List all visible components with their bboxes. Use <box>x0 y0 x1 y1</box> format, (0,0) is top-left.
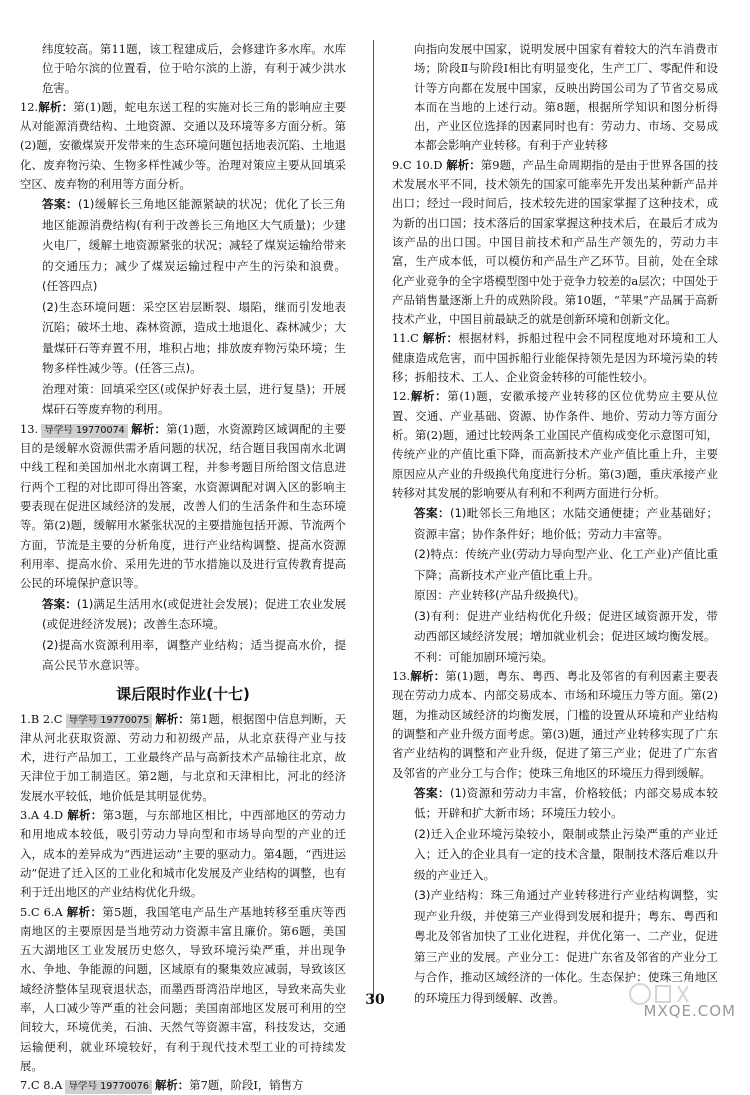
answer-part-1: (1)资源和劳动力丰富，价格较低；内部交易成本较低；开辟和扩大新市场；环境压力较小。 <box>414 785 718 821</box>
guide-number-stamp: 导学号 19770074 <box>41 424 128 438</box>
item-q11 <box>392 329 718 387</box>
paragraph-q11-continued: 纬度较高。第11题，该工程建成后，会修建许多水库。水库位于哈尔滨的位置看，位于哈尔滨的上游，有利于减少洪水危害。 <box>42 42 346 95</box>
item-q3-q4 <box>20 806 346 902</box>
analysis-text: 第5题，我国笔电产品生产基地转移至重庆等西南地区的主要原因是当地劳动力资源丰富且廉价。第6题，美国五大湖地区工业发展历史悠久，导致环境污染严重，并出现争水、争地、争能源的问题，区域原有的聚集效应减弱，导致该区域经济整体呈现衰退状态，而墨西哥湾沿岸地区，导致来高失业率，人口减少等严重的社会问题；美国南部地区发展可利用的空间较大，环境优美，石油、天然气等资源丰富，科技发达，交通运输便利，就业环境较好，有利于现代技术型工业的可持续发展。 <box>20 904 346 1073</box>
guide-number-stamp: 导学号 19770076 <box>65 1080 152 1094</box>
answer-keys: 7.C 8.A <box>20 1078 63 1093</box>
answer-part-2: (2)特点：传统产业(劳动力导向型产业、化工产业)产值比重下降；高新技术产业产值比重上升。 <box>414 547 718 582</box>
answer-part-2: (2)生态环境问题：采空区岩层断裂、塌陷，继而引发地表沉陷；破坏土地、森林资源，造成土地退化、森林减少；大量煤矸石等弃置不用，堆积占地；排放废弃物污染环境；生物多样性减少等。(任答三点)。 <box>42 299 346 376</box>
answer-block-q12 <box>392 503 718 544</box>
answer-part-1: (1)毗邻长三角地区；水陆交通便捷；产业基础好；资源丰富；协作条件好；地价低；劳动力丰富等。 <box>414 506 718 541</box>
paragraph-q7-continued <box>392 40 718 156</box>
answer-part-3: 原因：产业转移(产品升级换代)。 <box>414 588 586 603</box>
answer-part-2: (2)迁入企业环境污染较小，限制或禁止污染严重的产业迁入；迁入的企业具有一定的技术含量，限制技术落后难以升级的产业迁入。 <box>414 826 718 882</box>
answer-label: 答案： <box>42 596 77 611</box>
watermark-text: MXQE.COM <box>643 1002 736 1020</box>
page-number: 30 <box>365 992 385 1008</box>
analysis-label: 解析： <box>66 904 103 919</box>
analysis-label: 解析： <box>154 1078 190 1093</box>
item-q5-q6 <box>20 903 346 1077</box>
item-q12 <box>20 98 346 194</box>
answer-part-3: 治理对策：回填采空区(或保护好表土层，进行复垦)；开展煤矸石等废弃物的利用。 <box>42 381 346 417</box>
analysis-label: 解析： <box>410 389 448 404</box>
answer-part-5: 不利：可能加剧环境污染。 <box>414 649 554 664</box>
answer-keys: 11.C <box>392 331 419 346</box>
section-title: 课后限时作业(十七) <box>116 684 250 703</box>
analysis-text: 第(1)题，粤东、粤西、粤北及邻省的有利因素主要表现在劳动力成本、内部交易成本、市场和环境压力等方面。第(2)题，为推动区域经济的均衡发展，门槛的设置从环境和产业结构的调整和产业升级方面考虑。第(3)题，通过产业转移实现了广东省产业结构的调整和产业升级，促进了第三产业；促进了广东省及邻省的产业分工与合作；使珠三角地区的环境压力得到缓解。 <box>392 669 718 780</box>
answer-block-q12 <box>20 194 346 297</box>
analysis-label: 解析： <box>67 808 103 823</box>
analysis-label: 解析： <box>446 157 481 172</box>
answer-label: 答案： <box>414 506 450 521</box>
analysis-label: 解析： <box>410 669 446 684</box>
analysis-text: 第(1)题，水资源跨区域调配的主要目的是缓解水资源供需矛盾问题的状况，结合题目我国南水北调中线工程和美国加州北水南调工程，并参考题目所给图文信息进行两个工程的对比即可得出答案，水资源调配对调入区的影响主要表现在促进区域经济的发展，改善人们的生活条件和生态环境等。第(2)题，缓解用水紧张状况的主要措施包括开源、节流两个方面，节流是主要的分析角度，进行产业结构调整、提高水资源利用率、提高水价、采用先进的节水措施以及进行宣传教育提高公民的环境保护意识等。 <box>20 421 346 591</box>
answer-keys: 5.C 6.A <box>20 904 63 919</box>
item-q9-q10 <box>392 156 718 330</box>
analysis-text: 第1题，根据图中信息判断，天津从河北获取资源、劳动力和初级产品，从北京获得产业与技术，进行产品加工，工业最终产品与高新技术产品输往北京，故天津位于加工制造区。第2题，与北京和天津相比，河北的经济发展水平较低，地价低是其明显优势。 <box>20 711 346 803</box>
left-column <box>20 40 346 1095</box>
item-number: 13. <box>20 421 39 436</box>
right-column <box>392 40 718 1008</box>
analysis-text: 向指向发展中国家，说明发展中国家有着较大的汽车消费市场；阶段Ⅱ与阶段Ⅰ相比有明显变化，生产工厂、零配件和设计等方向都在发展中国家，反映出跨国公司为了节省交易成本而在当地的上述行动。第8题，根据所学知识和图分析得出，产业区位选择的因素同时也有：劳动力、市场、交易成本都会影响产业转移。 <box>414 42 718 153</box>
item-q12 <box>392 387 718 503</box>
answer-part-2: (2)提高水资源利用率，调整产业结构；适当提高水价，提高公民节水意识等。 <box>42 637 346 673</box>
analysis-label: 解析： <box>130 421 167 436</box>
item-number: 12. <box>392 389 411 404</box>
answer-block-q13 <box>392 783 718 824</box>
analysis-label: 解析： <box>38 99 74 114</box>
answer-part-3: (3)产业结构：珠三角通过产业转移进行产业结构调整，实现产业升级，并使第三产业得到发展和提升；粤东、粤西和粤北及邻省加快了工业化进程，并优化第一、二产业，促进第三产业的发展。产业分工：促进广东省及邻省的产业分工与合作，推动区域经济的一体化。生态保护：使珠三角地区的环境压力得到缓解、改善。 <box>414 888 718 1005</box>
answer-part-1: (1)满足生活用水(或促进社会发展)；促进工农业发展(或促进经济发展)；改善生态环境。 <box>42 596 346 632</box>
analysis-text: 第7题，阶段Ⅰ，销售方 <box>189 1078 304 1093</box>
answer-keys: 3.A 4.D <box>20 808 64 823</box>
analysis-text: 第(1)题，蛇电东送工程的实施对长三角的影响应主要从对能源消费结构、土地资源、交通以及环境等多方面分析。第(2)题，安徽煤炭开发带来的生态环境问题包括地表沉陷、土地退化、废弃物污染、生物多样性减少等。治理对策应主要从回填采空区、废弃物的利用等方面分析。 <box>20 99 346 192</box>
item-q1-q2 <box>20 710 346 806</box>
analysis-text: 第9题，产品生命周期指的是由于世界各国的技术发展水平不同，技术领先的国家可能率先开发出某种新产品并出口；经过一段时间后，技术较先进的国家掌握了这种技术，成为新的出口国；技术落后的国家掌握这种技术后，在最后才成为该产品的出口国。中国目前技术和产品生产领先的，劳动力丰富，生产成本低，可以模仿和产品生产乙环节。目前，处在全球化产业竞争的全字塔模型图中处于竞争力较差的a层次；中国处于产品销售量逐渐上升的成熟阶段。第10题，“苹果”产品属于高新技术产业，中国目前最缺乏的就是创新环境和创新文化。 <box>392 157 718 327</box>
analysis-text: 第3题，与东部地区相比，中西部地区的劳动力和用地成本较低，吸引劳动力导向型和市场导向型的产业的迁入，成本的差异成为“西进运动”主要的驱动力。第4题，“西进运动”促进了迁入区的工业化和城市化发展及产业结构的调整，也有利于迁出地区的产业结构优化升级。 <box>20 808 346 900</box>
column-divider <box>373 40 374 998</box>
answer-keys: 9.C 10.D <box>392 157 443 172</box>
guide-number-stamp: 导学号 19770075 <box>66 714 153 728</box>
item-q13 <box>20 420 346 594</box>
item-q13 <box>392 667 718 783</box>
answer-block-q13 <box>20 594 346 635</box>
item-number: 13. <box>392 669 411 684</box>
analysis-text-tail: 有利于产业转移 <box>527 138 608 153</box>
answer-label: 答案： <box>414 785 450 800</box>
answer-label: 答案： <box>42 197 78 212</box>
answer-part-4: (3)有利：促进产业结构优化升级；促进区域资源开发，带动西部区域经济发展；增加就业机会；促进区域均衡发展。 <box>414 608 718 644</box>
analysis-label: 解析： <box>422 331 459 346</box>
analysis-text: 根据材料，拆船过程中会不同程度地对环境和工人健康造成危害，而中国拆船行业能保持领先是因为环境污染的转移；拆船技术、工人、企业资金转移的可能性较小。 <box>392 331 718 385</box>
analysis-label: 解析： <box>155 711 190 726</box>
item-q7-q8 <box>20 1076 346 1095</box>
answer-part-1: (1)缓解长三角地区能源紧缺的状况；优化了长三角地区能源消费结构(有利于改善长三角地区大气质量)；少建火电厂，缓解土地资源紧张的状况；减轻了煤炭运输给带来的交通压力；减少了煤炭运输过程中产生的污染和浪费。(任答四点) <box>42 197 346 294</box>
answer-keys: 1.B 2.C <box>20 711 63 726</box>
analysis-text: 第(1)题，安徽承接产业转移的区位优势应主要从位置、交通、产业基础、资源、协作条件、地价、劳动力等方面分析。第(2)题，通过比较两条工业国民产值构成变化示意图可知，传统产业的产值比重下降，而高新技术产业产值比重上升，主要原因应从产业的升级换代角度进行分析。第(3)题，重庆承接产业转移对其发展的影响要从有利和不利两方面进行分析。 <box>392 389 718 500</box>
item-number: 12. <box>20 99 39 114</box>
